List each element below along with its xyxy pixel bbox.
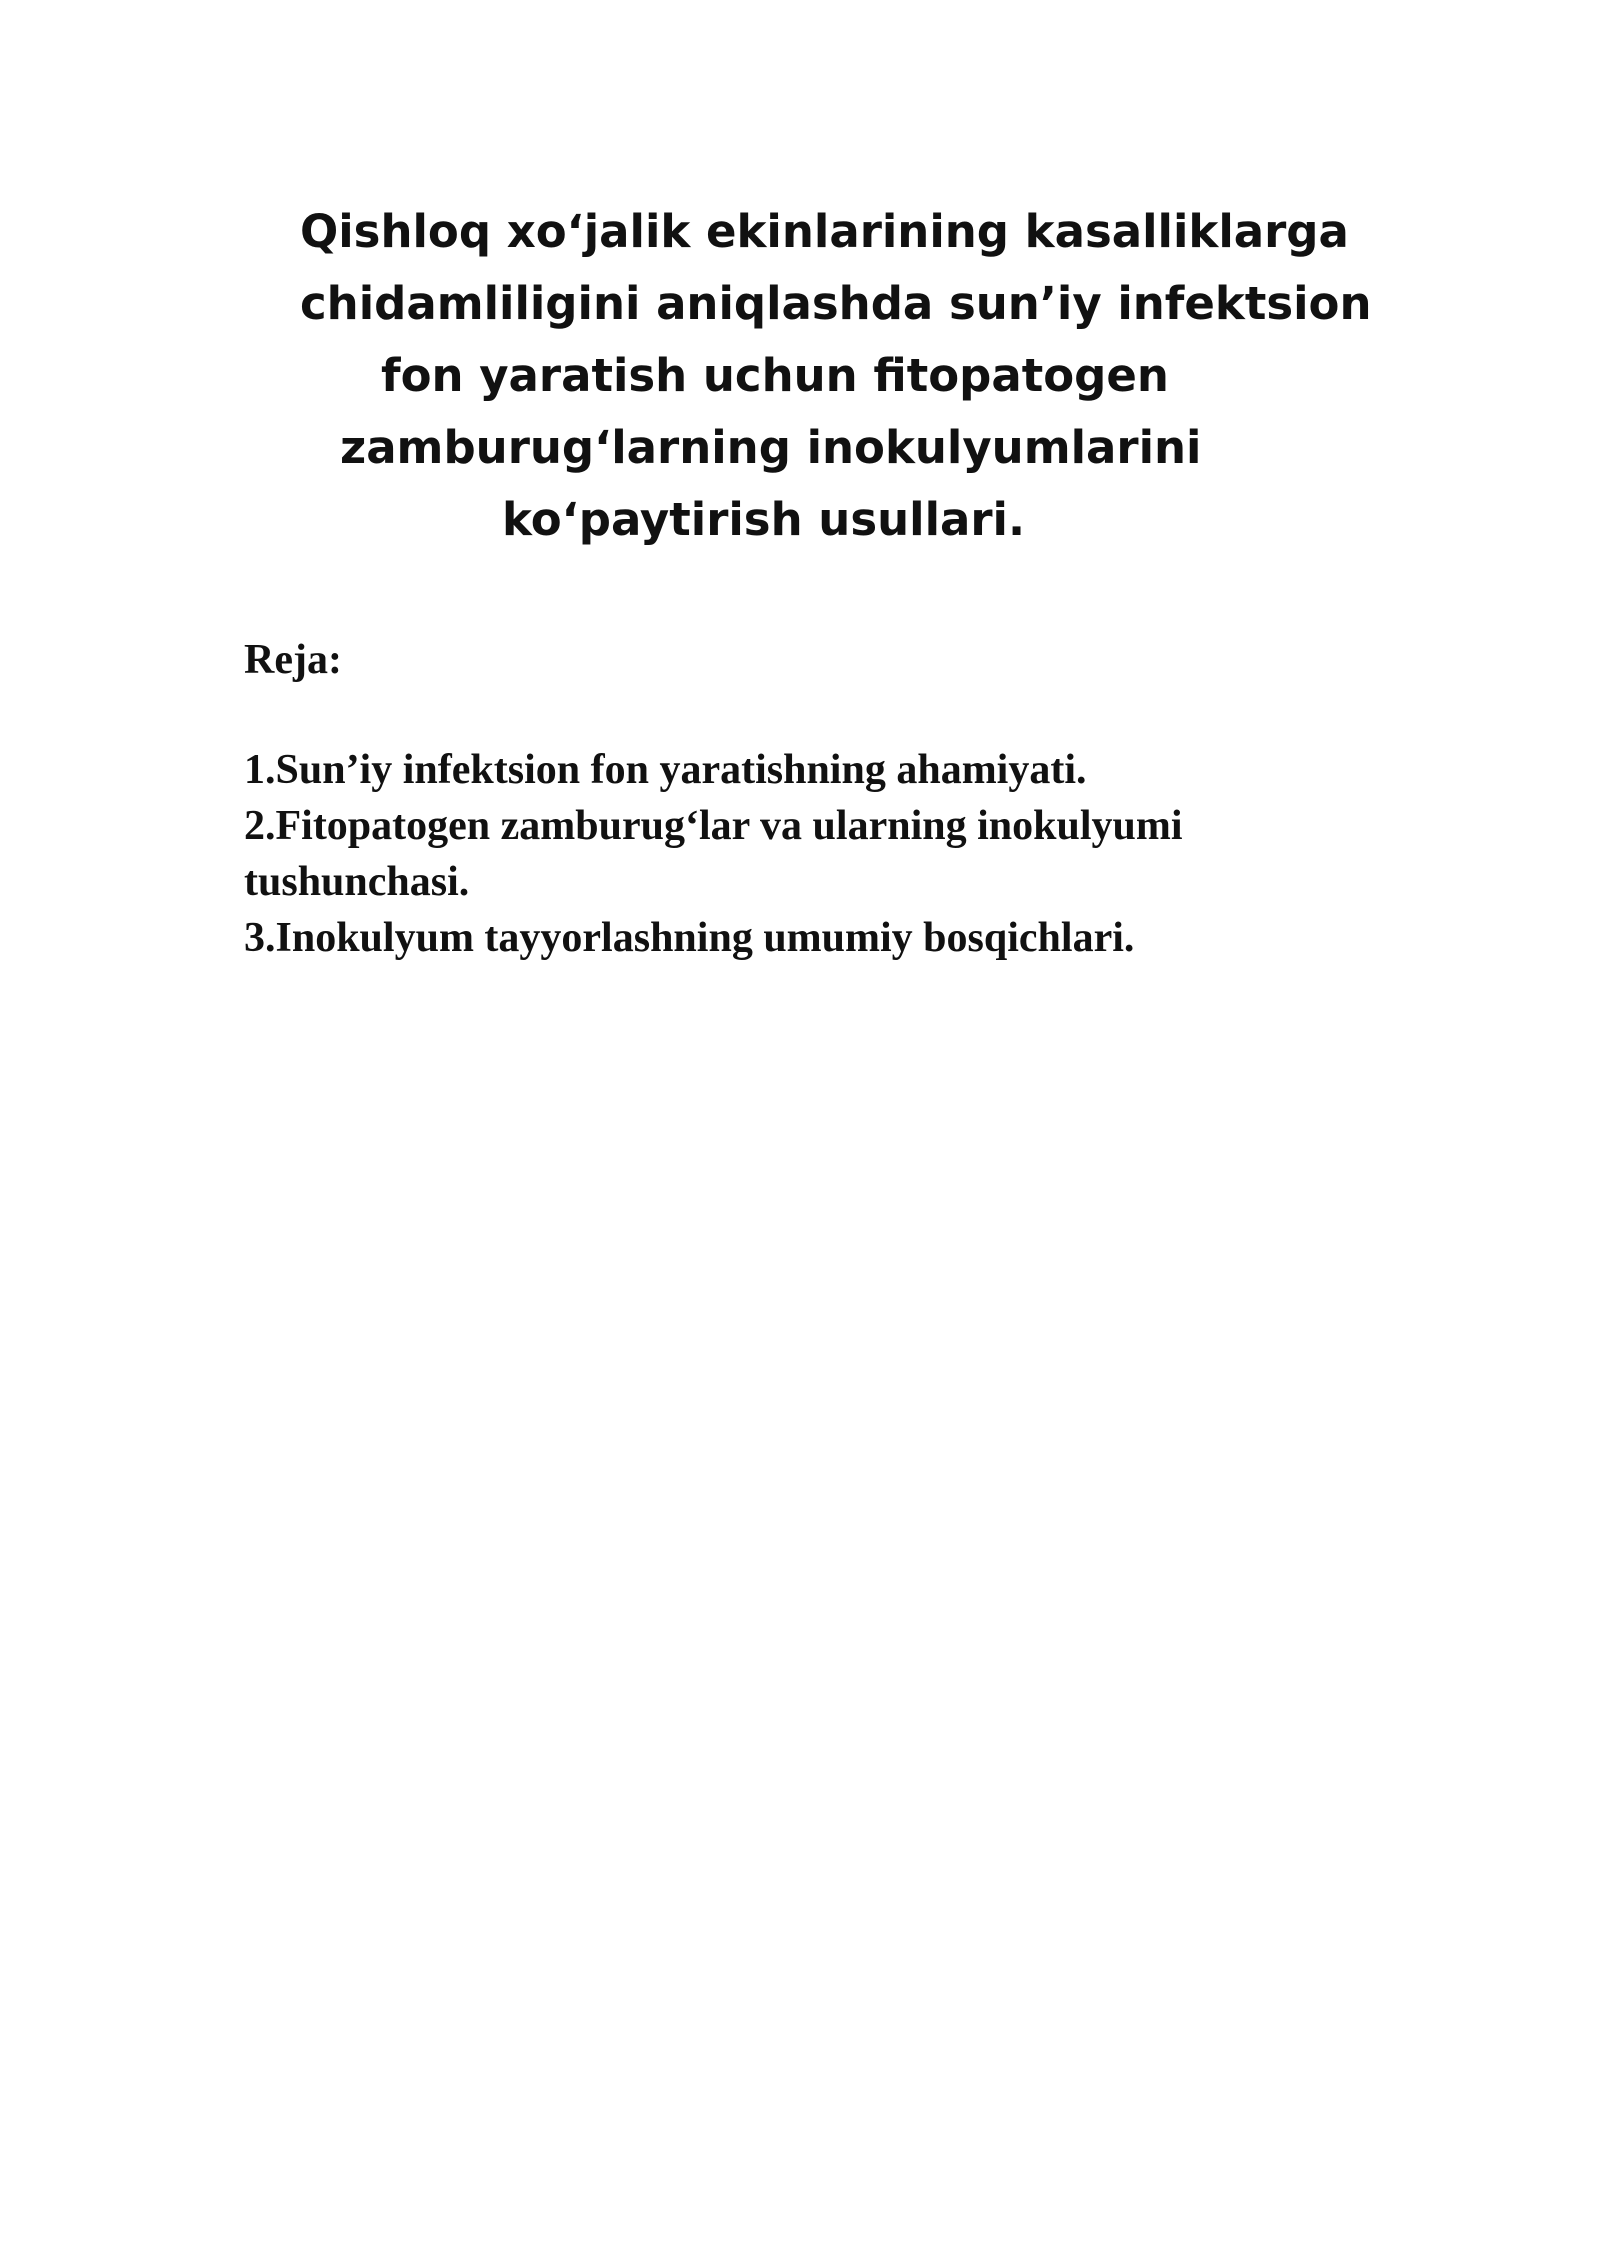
- title-line: ko‘paytirish usullari.: [502, 493, 1026, 546]
- plan-list: [244, 742, 1374, 966]
- plan-heading: Reja:: [244, 637, 342, 683]
- title-line: Qishloq xo‘jalik ekinlarining kasalliklarga: [300, 205, 1349, 258]
- title-line: chidamliligini aniqlashda sun’iy infektsion: [300, 277, 1372, 330]
- plan-item: 2.Fitopatogen zamburug‘lar va ularning inokulyumi tushunchasi.: [244, 803, 1183, 905]
- title-line: zamburug‘larning inokulyumlarini: [340, 421, 1202, 474]
- plan-item: 1.Sun’iy infektsion fon yaratishning ahamiyati.: [244, 747, 1087, 793]
- plan-item: 3.Inokulyum tayyorlashning umumiy bosqichlari.: [244, 915, 1135, 961]
- document-title: [240, 196, 1372, 556]
- title-line: fon yaratish uchun fitopatogen: [381, 349, 1169, 402]
